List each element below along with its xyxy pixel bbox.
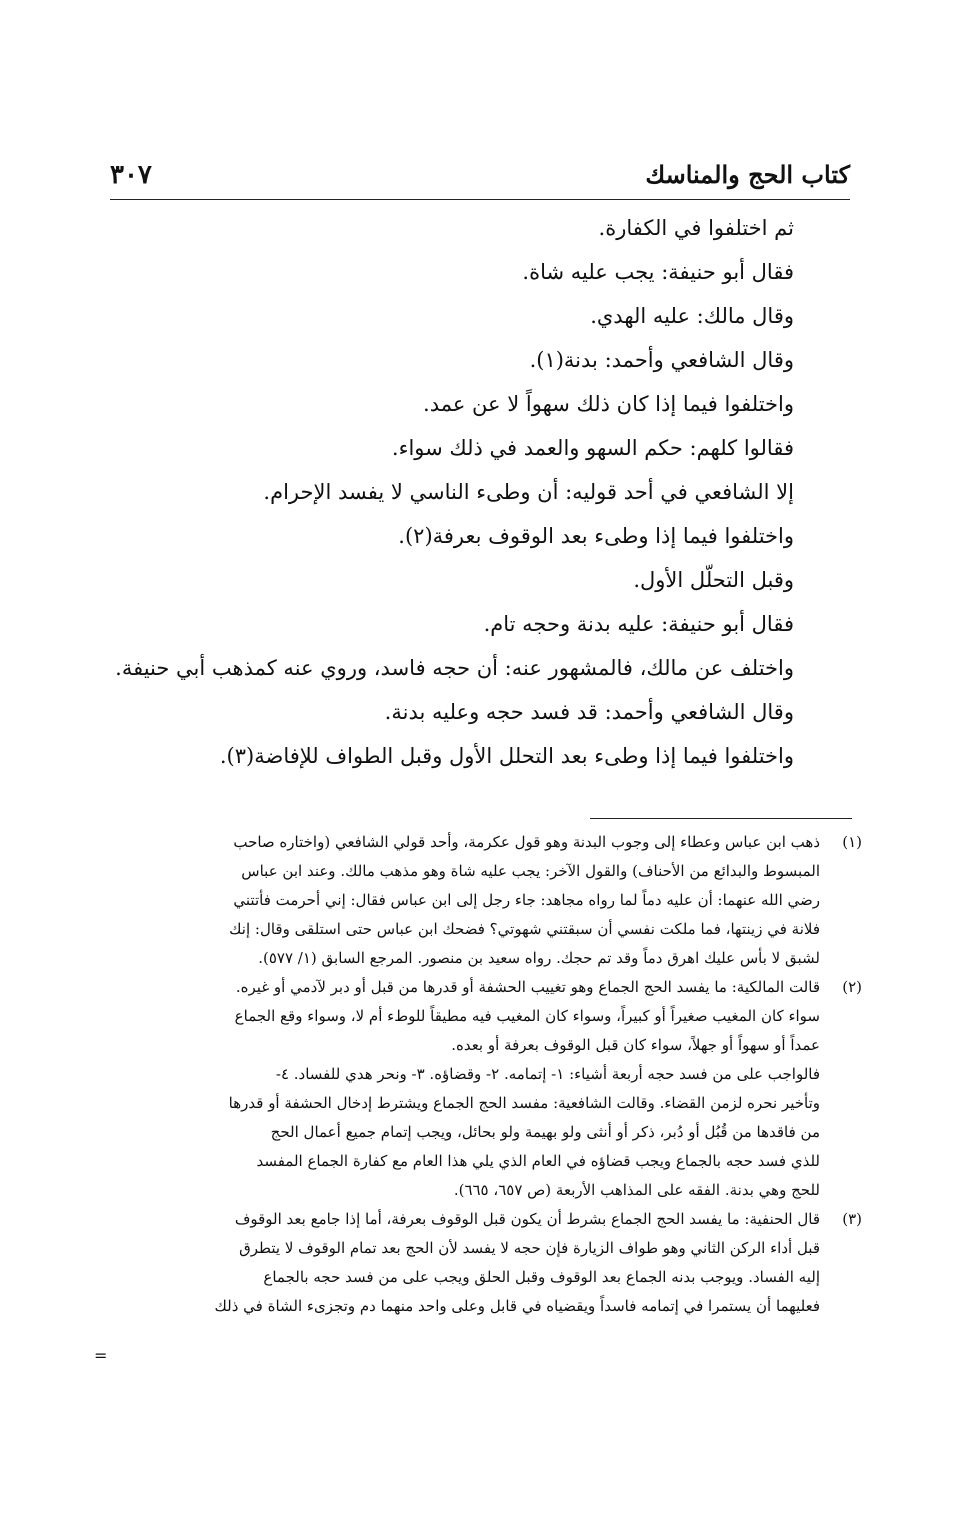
page-number: ٣٠٧ — [110, 160, 152, 190]
paragraph: ثم اختلفوا في الكفارة. — [598, 216, 794, 240]
paragraph: وقال الشافعي وأحمد: قد فسد حجه وعليه بدنة. — [384, 700, 794, 724]
footnote-2 — [110, 973, 862, 1205]
paragraph: وقبل التحلّل الأول. — [633, 568, 794, 592]
paragraph: وقال مالك: عليه الهدي. — [590, 304, 794, 328]
footnote-line: فعليهما أن يستمرا في إتمامه فاسداً ويقضياه في قابل وعلى واحد منهما دم وتجزىء الشاة في ذلك — [214, 1297, 820, 1315]
footnote-text — [110, 828, 820, 973]
footnote-line: لشبق لا بأس عليك اهرق دماً وقد تم حجك. رواه سعيد بن منصور. المرجع السابق (١/ ٥٧٧). — [258, 949, 820, 967]
footnote-line: للحج وهي بدنة. الفقه على المذاهب الأربعة (ص ٦٥٧، ٦٦٥). — [453, 1181, 820, 1199]
footnote-text — [110, 973, 820, 1205]
footnote-line: قال الحنفية: ما يفسد الحج الجماع بشرط أن يكون قبل الوقوف بعرفة، أما إذا جامع بعد الوقوف — [234, 1210, 820, 1228]
footnote-line: من فاقدها من قُبُل أو دُبر، ذكر أو أنثى ولو بهيمة ولو بحائل، ويجب إتمام جميع أعمال الحج — [270, 1123, 820, 1141]
running-title: كتاب الحج والمناسك — [645, 160, 850, 189]
paragraph: واختلفوا فيما إذا كان ذلك سهواً لا عن عمد. — [423, 392, 794, 416]
footnote-line: ذهب ابن عباس وعطاء إلى وجوب البدنة وهو قول عكرمة، وأحد قولي الشافعي (واختاره صاحب — [233, 833, 820, 851]
footnote-3 — [110, 1205, 862, 1321]
footnote-line: إليه الفساد. ويوجب بدنه الجماع بعد الوقوف وقبل الحلق ويجب على من فسد حجه بالجماع — [263, 1268, 820, 1286]
footnote-line: عمداً أو سهواً أو جهلاً، سواء كان قبل الوقوف بعرفة أو بعده. — [451, 1036, 820, 1054]
footnote-number: (٣) — [842, 1210, 862, 1228]
paragraph: فقالوا كلهم: حكم السهو والعمد في ذلك سواء. — [391, 436, 794, 460]
main-text — [110, 206, 852, 778]
footnote-separator — [590, 818, 852, 819]
footnote-text — [110, 1205, 820, 1321]
paragraph: فقال أبو حنيفة: يجب عليه شاة. — [522, 260, 794, 284]
footnote-line: وتأخير نحره لزمن القضاء. وقالت الشافعية: مفسد الحج الجماع ويشترط إدخال الحشفة أو قدرها — [228, 1094, 820, 1112]
footnote-line: فالواجب على من فسد حجه أربعة أشياء: ١- إتمامه. ٢- وقضاؤه. ٣- ونحر هدي للفساد. ٤- — [275, 1065, 820, 1083]
footnote-line: للذي فسد حجه بالجماع ويجب قضاؤه في العام الذي يلي هذا العام مع كفارة الجماع المفسد — [256, 1152, 820, 1170]
paragraph: واختلفوا فيما إذا وطىء بعد التحلل الأول وقبل الطواف للإفاضة(٣). — [219, 744, 794, 768]
paragraph: واختلف عن مالك، فالمشهور عنه: أن حجه فاسد، وروي عنه كمذهب أبي حنيفة. — [115, 656, 794, 680]
continuation-mark: = — [94, 1346, 108, 1365]
footnote-line: رضي الله عنهما: أن عليه دماً لما رواه مجاهد: جاء رجل إلى ابن عباس فقال: إني أحرمت فأتتني — [233, 891, 820, 909]
footnote-1 — [110, 828, 862, 973]
paragraph: فقال أبو حنيفة: عليه بدنة وحجه تام. — [483, 612, 794, 636]
paragraph: إلا الشافعي في أحد قوليه: أن وطىء الناسي لا يفسد الإحرام. — [263, 480, 794, 504]
footnote-line: المبسوط والبدائع من الأحناف) والقول الآخر: يجب عليه شاة وهو مذهب مالك. وعند ابن عباس — [241, 862, 820, 880]
paragraph: واختلفوا فيما إذا وطىء بعد الوقوف بعرفة(٢). — [398, 524, 794, 548]
page-header — [110, 155, 850, 200]
footnote-number: (٢) — [842, 978, 862, 996]
footnote-number: (١) — [842, 833, 862, 851]
paragraph: وقال الشافعي وأحمد: بدنة(١). — [529, 348, 794, 372]
footnote-line: قالت المالكية: ما يفسد الحج الجماع وهو تغييب الحشفة أو قدرها من قبل أو دبر لآدمي أو غيره. — [235, 978, 820, 996]
footnote-line: فلانة في زينتها، فما ملكت نفسي أن سبقتني شهوتي؟ فضحك ابن عباس حتى استلقى وقال: إنك — [229, 920, 820, 938]
footnotes — [110, 828, 862, 1321]
footnote-line: سواء كان المغيب صغيراً أو كبيراً، وسواء كان المغيب فيه مطيقاً للوطء أم لا، وسواء وقع الجماع — [234, 1007, 820, 1025]
footnote-line: قبل أداء الركن الثاني وهو طواف الزيارة فإن حجه لا يفسد لأن الحج بعد تمام الوقوف لا يتطرق — [239, 1239, 820, 1257]
